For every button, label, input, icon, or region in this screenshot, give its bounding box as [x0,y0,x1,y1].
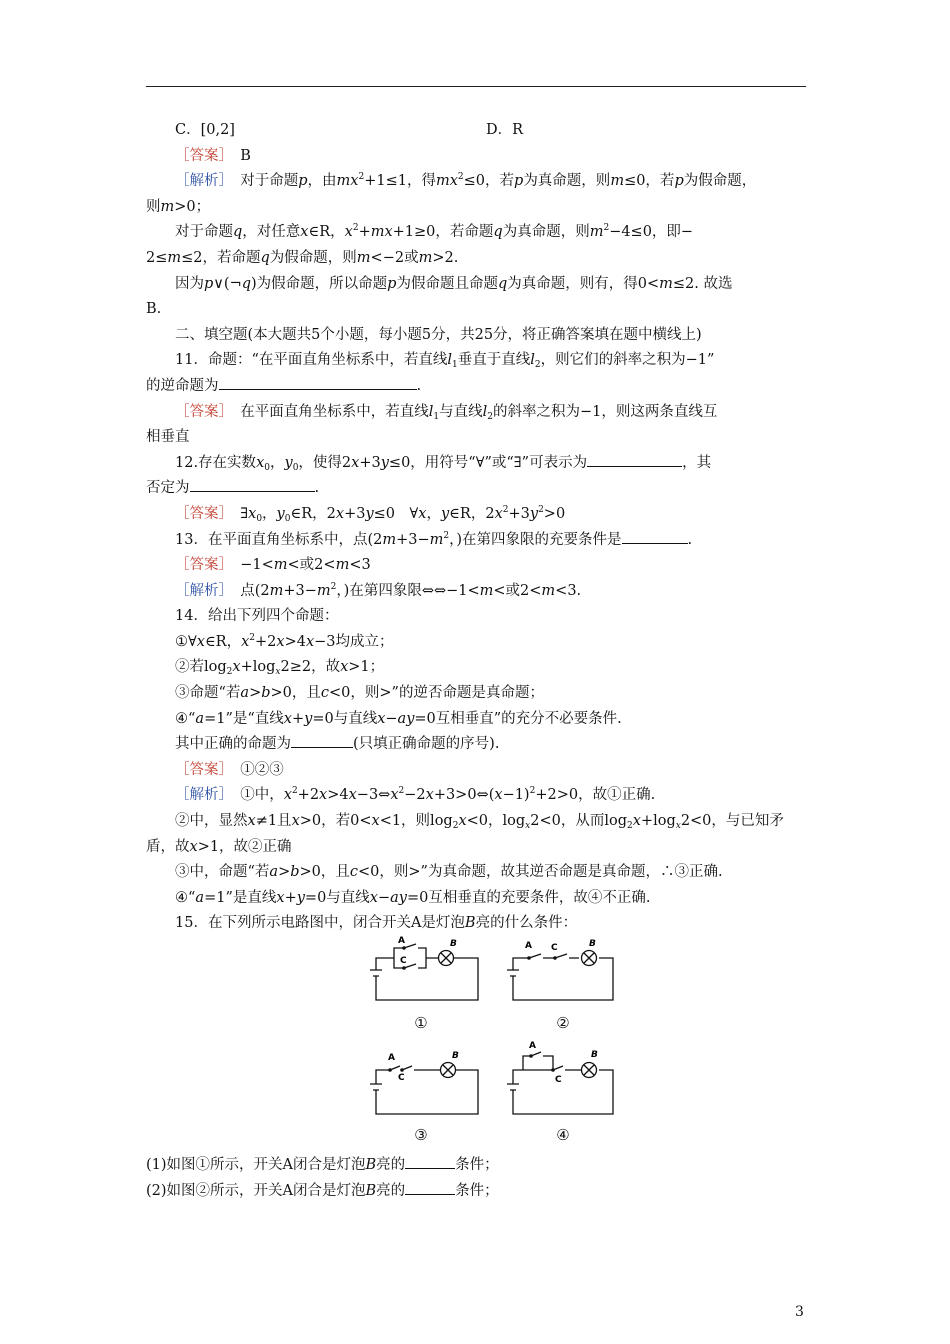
q14-explain-2: ②中，显然x≠1且x>0，若0<x<1，则$\log_2x<0$，$\log_x2<0$，从而$\log_2x+\log_x2<0$，与已知矛 [175,813,784,832]
header-rule [146,86,806,87]
q14-explain-1: ［解析］ ①中，$x^2+2x>4x-3\Leftrightarrow x^2-2x+3>0\Leftrightarrow(x-1)^2+2>0$，故①正确. [175,786,656,804]
fig1-label-a: A [398,936,405,946]
q11-stem-2: 的逆命题为 . [146,374,808,400]
q13-explain: ［解析］ 点($2m+3-m^2$，)在第四象限⇔⇔−1<m<或2<m<3. [175,581,582,599]
q10-explain-6: B. [146,301,162,318]
q12-stem-2: 否定为 . [146,476,808,502]
option-d: D．R [486,122,524,138]
q11-answer: ［答案］ 在平面直角坐标系中，若直线$l_1$与直线$l_2$的斜率之积为−1，则这两条直线互 [175,403,718,422]
q15-blank-2[interactable] [405,1180,455,1195]
q15-stem: 15．在下列所示电路图中，闭合开关A是灯泡B亮的什么条件： [175,915,578,932]
circuit-1-drawing [368,934,483,1006]
q12-stem: 12.存在实数$x_0$，$y_0$，使得2x+3y≤0，用符号“∀”或“∃”可表示为 ，其 [146,451,808,477]
q10-explain-2: 则m>0； [146,198,211,215]
q10-explain-5: 因为p∨(¬q)为假命题，所以命题p为假命题且命题q为真命题，则有，得0<m≤2. 故选 [175,275,733,292]
document-body [146,118,808,937]
q14-explain-4: ③中，命题“若a>b>0，且c<0，则>”为真命题，故其逆否命题是真命题，∴③正确. [175,864,723,881]
q10-answer: ［答案］ B [175,147,251,164]
q14-blank[interactable] [291,733,353,748]
fig4-label-a: A [529,1041,536,1051]
q14-answer: ［答案］ ①②③ [175,761,284,778]
q14-question: 其中正确的命题为 (只填正确命题的序号). [146,732,808,758]
circuit-figure-4 [503,1040,618,1120]
q10-explain-3: 对于命题q，对任意x∈R，$x^2+mx+1\ge 0$，若命题q为真命题，则$m^2-4\le 0$，即− [175,223,694,241]
q11-stem: 11．命题：“在平面直角坐标系中，若直线$l_1$垂直于直线$l_2$，则它们的斜率之积为−1” [175,352,715,371]
q14-item-3: ③命题“若a>b>0，且c<0，则>”的逆否命题是真命题； [175,685,544,702]
q15-parts [146,1153,808,1204]
q15-part-1: (1)如图①所示，开关A闭合是灯泡B亮的 条件； [146,1153,808,1179]
q10-explain-4: 2≤m≤2，若命题q为假命题，则m<−2或m>2. [146,249,459,266]
q15-part-2: (2)如图②所示，开关A闭合是灯泡B亮的 条件； [146,1179,808,1205]
q14-item-2: ②若$\log_2x+\log_x2\ge 2$，故x>1； [175,659,385,678]
fig2-label-a: A [525,941,532,951]
q11-answer-2: 相垂直 [146,429,190,446]
figure-label-2: ② [556,1014,570,1032]
q12-answer: ［答案］ $\exists x_0$，$y_0\in R$，2x+3y≤0 ∀x，y∈R，$2x^2+3y^2>0$ [175,504,566,524]
fig3-label-b: B [452,1051,459,1061]
q11-blank[interactable] [219,375,417,390]
q13-blank[interactable] [622,529,688,544]
page-number: 3 [795,1304,804,1320]
fig1-label-c: C [400,956,407,966]
circuit-figure-2 [503,934,618,1006]
fig3-label-a: A [388,1053,395,1063]
circuit-2-drawing [503,934,618,1006]
figure-label-3: ③ [414,1126,428,1144]
circuit-figure-3 [368,1048,483,1120]
options-line [146,118,808,144]
circuit-3-drawing [368,1048,483,1120]
fig4-label-b: B [591,1050,598,1060]
fig2-label-c: C [551,943,558,953]
q14-explain-3: 盾，故x>1，故②正确 [146,838,292,855]
circuit-4-drawing [503,1040,618,1120]
q12-blank-1[interactable] [587,452,682,467]
section-2-title: 二、填空题(本大题共5个小题，每小题5分，共25分，将正确答案填在题中横线上) [175,326,702,343]
fig2-label-b: B [589,939,596,949]
fig1-label-b: B [450,939,457,949]
fig3-label-c: C [398,1073,405,1083]
q10-explain-1: ［解析］ 对于命题p，由$mx^2+1\le 1$，得$mx^2\le 0$，若p为真命题，则m≤0，若p为假命题， [175,172,757,190]
q14-explain-5: ④“a=1”是直线x+y=0与直线x−ay=0互相垂直的充要条件，故④不正确. [175,889,651,906]
q14-item-4: ④“a=1”是“直线x+y=0与直线x−ay=0互相垂直”的充分不必要条件. [175,710,622,727]
q12-blank-2[interactable] [190,477,315,492]
fig4-label-c: C [555,1075,562,1085]
circuit-figure-1 [368,934,483,1006]
q15-blank-1[interactable] [405,1154,455,1169]
q13-stem: 13．在平面直角坐标系中，点($2m+3-m^2$，)在第四象限的充要条件是 . [175,530,693,548]
q13-answer: ［答案］ −1<m<或2<m<3 [175,557,371,574]
figure-label-1: ① [414,1014,428,1032]
option-c: C．[0,2] [175,122,235,138]
figure-label-4: ④ [556,1126,570,1144]
q14-stem: 14．给出下列四个命题： [175,608,339,625]
q14-item-1: ①∀x∈R，$x^2+2x>4x-3$均成立； [175,632,394,650]
